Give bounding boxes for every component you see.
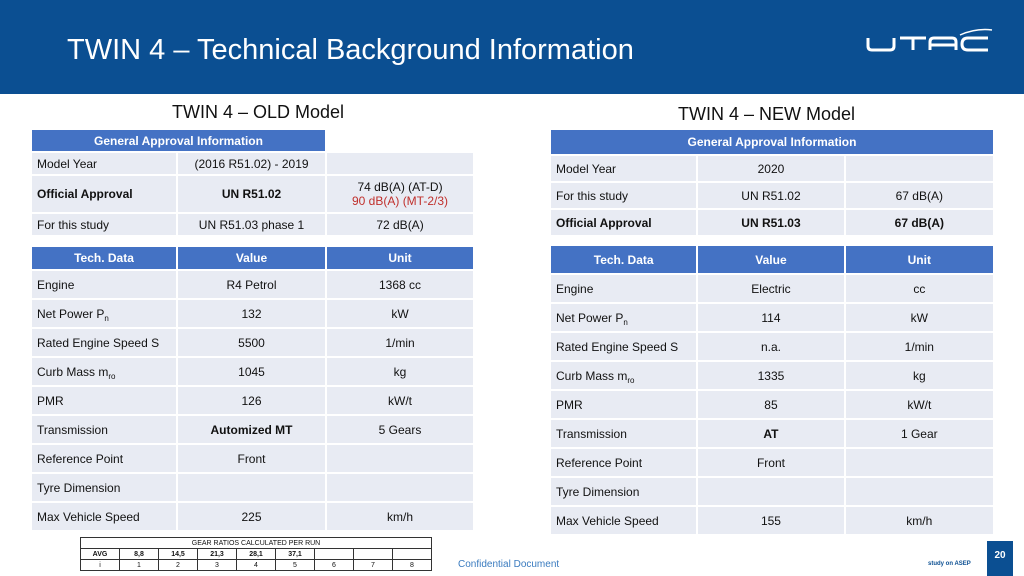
row-value: UN R51.02: [698, 183, 843, 208]
gear-cell: 2: [159, 560, 198, 571]
table-row: [551, 507, 993, 534]
table-row: [551, 420, 993, 447]
row-value: R4 Petrol: [178, 271, 325, 298]
row-unit: 67 dB(A): [846, 210, 993, 235]
new-approval-header: General Approval Information: [551, 130, 993, 154]
row-label: [32, 358, 176, 385]
table-row: [551, 183, 993, 208]
row-value: 2020: [698, 156, 843, 181]
gear-cell: [354, 549, 393, 560]
table-row: [32, 416, 473, 443]
label-subscript: n: [104, 313, 109, 323]
table-row: [551, 304, 993, 331]
row-label: For this study: [551, 183, 696, 208]
row-unit: kW/t: [327, 387, 473, 414]
gear-cell: 14,5: [159, 549, 198, 560]
new-approval-table: [549, 128, 995, 237]
gear-cell: 8: [393, 560, 432, 571]
row-label: Engine: [32, 271, 176, 298]
page-number: 20: [987, 541, 1013, 576]
row-unit: [327, 474, 473, 501]
row-unit: [327, 445, 473, 472]
row-unit: [327, 176, 473, 212]
col-header: Value: [698, 246, 843, 273]
row-label: Model Year: [551, 156, 696, 181]
gear-cell: 3: [198, 560, 237, 571]
col-header: Tech. Data: [551, 246, 696, 273]
old-model-title: TWIN 4 – OLD Model: [172, 102, 345, 122]
row-label: Engine: [551, 275, 696, 302]
table-row: [32, 387, 473, 414]
row-value: Front: [178, 445, 325, 472]
row-label: [551, 362, 696, 389]
row-value: [178, 474, 325, 501]
row-unit: 72 dB(A): [327, 214, 473, 235]
table-row: [551, 391, 993, 418]
row-label: Max Vehicle Speed: [551, 507, 696, 534]
gear-table-title: GEAR RATIOS CALCULATED PER RUN: [81, 538, 432, 549]
label-subscript: n: [623, 317, 628, 327]
table-row: [551, 156, 993, 181]
label-text: Curb Mass m: [556, 368, 628, 383]
row-unit: cc: [846, 275, 993, 302]
row-unit: [846, 156, 993, 181]
row-value: (2016 R51.02) - 2019: [178, 153, 325, 174]
gear-cell: i: [81, 560, 120, 571]
label-text: Curb Mass m: [37, 364, 109, 379]
gear-ratio-table: [80, 537, 432, 571]
old-approval-table: [30, 128, 475, 237]
row-unit: 5 Gears: [327, 416, 473, 443]
table-row: [32, 358, 473, 385]
gear-cell: AVG: [81, 549, 120, 560]
row-unit: kW: [846, 304, 993, 331]
row-value: 114: [698, 304, 843, 331]
slide-title: TWIN 4 – Technical Background Information: [67, 34, 634, 66]
row-label: Official Approval: [32, 176, 176, 212]
row-label: Rated Engine Speed S: [551, 333, 696, 360]
row-value: n.a.: [698, 333, 843, 360]
row-value: UN R51.03 phase 1: [178, 214, 325, 235]
gear-cell: 8,8: [120, 549, 159, 560]
old-tech-table: [30, 245, 475, 532]
row-label: For this study: [32, 214, 176, 235]
label-text: Net Power P: [37, 306, 105, 321]
row-value: Automized MT: [178, 416, 325, 443]
gear-cell: [315, 549, 354, 560]
row-unit: 67 dB(A): [846, 183, 993, 208]
label-subscript: ro: [627, 375, 635, 385]
utac-logo: [864, 26, 994, 58]
row-unit: [846, 449, 993, 476]
gear-cell: [393, 549, 432, 560]
row-label: PMR: [32, 387, 176, 414]
row-value: Electric: [698, 275, 843, 302]
row-label: Tyre Dimension: [551, 478, 696, 505]
table-row: [551, 275, 993, 302]
gear-cell: 6: [315, 560, 354, 571]
row-unit: 1/min: [327, 329, 473, 356]
study-label: study on ASEP: [928, 561, 971, 567]
table-row: [32, 176, 473, 212]
old-approval-header: General Approval Information: [32, 130, 325, 151]
unit-line-1: 74 dB(A) (AT-D): [357, 180, 443, 194]
gear-cell: 37,1: [276, 549, 315, 560]
row-unit: kW/t: [846, 391, 993, 418]
row-value: 155: [698, 507, 843, 534]
row-label: Transmission: [32, 416, 176, 443]
gear-cell: 4: [237, 560, 276, 571]
row-value: 85: [698, 391, 843, 418]
row-label: Rated Engine Speed S: [32, 329, 176, 356]
row-label: Max Vehicle Speed: [32, 503, 176, 530]
row-label: Tyre Dimension: [32, 474, 176, 501]
row-value: 132: [178, 300, 325, 327]
table-row: [32, 503, 473, 530]
row-value: AT: [698, 420, 843, 447]
slide-header: [0, 0, 1024, 94]
table-row: [32, 474, 473, 501]
row-label: Official Approval: [551, 210, 696, 235]
label-subscript: ro: [108, 371, 116, 381]
row-unit: [846, 478, 993, 505]
table-row: [551, 333, 993, 360]
table-row: [32, 271, 473, 298]
new-tech-table: [549, 244, 995, 536]
row-value: 126: [178, 387, 325, 414]
row-label: Reference Point: [551, 449, 696, 476]
row-value: Front: [698, 449, 843, 476]
row-value: 1045: [178, 358, 325, 385]
row-unit: kg: [327, 358, 473, 385]
gear-cell: 1: [120, 560, 159, 571]
row-label: [551, 304, 696, 331]
row-unit: km/h: [846, 507, 993, 534]
table-row: [551, 449, 993, 476]
table-row: [32, 214, 473, 235]
table-row: [551, 478, 993, 505]
row-value: UN R51.02: [178, 176, 325, 212]
col-header: Value: [178, 247, 325, 269]
row-unit: 1 Gear: [846, 420, 993, 447]
row-label: Model Year: [32, 153, 176, 174]
confidential-label: Confidential Document: [458, 559, 560, 570]
new-model-title: TWIN 4 – NEW Model: [678, 104, 856, 124]
table-row: [32, 153, 473, 174]
row-unit: kg: [846, 362, 993, 389]
row-value: 1335: [698, 362, 843, 389]
table-row: [32, 329, 473, 356]
col-header: Unit: [327, 247, 473, 269]
row-label: [32, 300, 176, 327]
row-value: UN R51.03: [698, 210, 843, 235]
row-unit: kW: [327, 300, 473, 327]
table-row: [81, 560, 432, 571]
row-value: [698, 478, 843, 505]
table-row: [551, 210, 993, 235]
row-unit: [327, 153, 473, 174]
row-label: Transmission: [551, 420, 696, 447]
row-unit: 1/min: [846, 333, 993, 360]
row-label: Reference Point: [32, 445, 176, 472]
gear-cell: 7: [354, 560, 393, 571]
unit-line-2: 90 dB(A) (MT-2/3): [352, 194, 449, 208]
col-header: Tech. Data: [32, 247, 176, 269]
table-row: [32, 445, 473, 472]
row-unit: 1368 cc: [327, 271, 473, 298]
row-value: 225: [178, 503, 325, 530]
row-value: 5500: [178, 329, 325, 356]
table-row: [551, 362, 993, 389]
row-unit: km/h: [327, 503, 473, 530]
gear-cell: 5: [276, 560, 315, 571]
table-row: [81, 549, 432, 560]
gear-cell: 21,3: [198, 549, 237, 560]
label-text: Net Power P: [556, 310, 624, 325]
col-header: Unit: [846, 246, 993, 273]
table-row: [32, 300, 473, 327]
row-label: PMR: [551, 391, 696, 418]
gear-cell: 28,1: [237, 549, 276, 560]
